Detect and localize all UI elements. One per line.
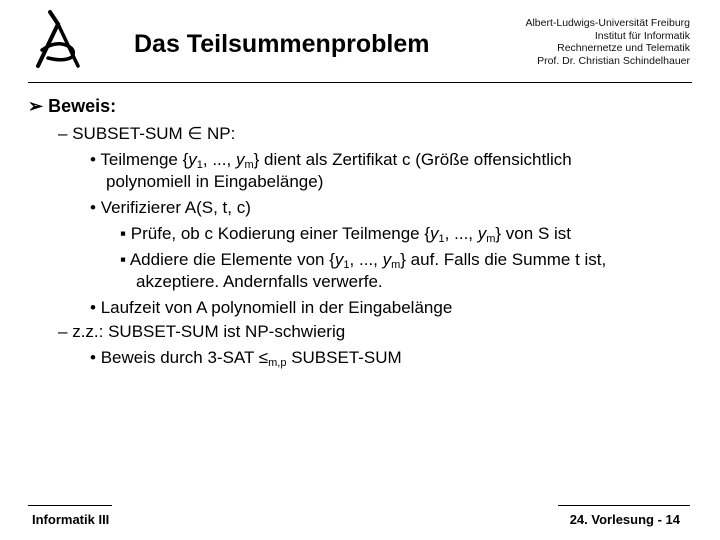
square-bullet-icon: ▪	[120, 250, 127, 269]
slide-title: Das Teilsummenproblem	[134, 30, 430, 58]
add-item-cont: akzeptiere. Andernfalls verwerfe.	[136, 272, 383, 291]
runtime-item: • Laufzeit von A polynomiell in der Eingabelänge	[90, 298, 453, 317]
add-item: ▪ Addiere die Elemente von {$y_1$, ..., $y_m$} auf. Falls die Summe t ist,	[120, 250, 607, 271]
dot-bullet-icon: •	[90, 348, 96, 367]
lecture-page-number: 24. Vorlesung - 14	[569, 512, 680, 527]
certificate-item: • Teilmenge {$y_1$, ..., $y_m$} dient als Zertifikat c (Größe offensichtlich	[90, 150, 572, 171]
dot-bullet-icon: •	[90, 298, 96, 317]
footer-divider-right	[558, 505, 690, 506]
professor-name: Prof. Dr. Christian Schindelhauer	[537, 54, 690, 67]
department-name: Rechnernetze und Telematik	[557, 42, 690, 54]
dot-bullet-icon: •	[90, 150, 96, 169]
arrow-bullet-icon: ➢	[28, 96, 44, 116]
institute-name: Institut für Informatik	[594, 29, 690, 42]
university-name: Albert-Ludwigs-Universität Freiburg	[525, 17, 690, 29]
institution-info	[490, 17, 690, 67]
university-logo	[28, 10, 86, 70]
course-name: Informatik III	[32, 512, 110, 527]
dash-bullet-icon: –	[58, 124, 68, 143]
proof-heading: ➢ Beweis:	[28, 96, 117, 116]
dot-bullet-icon: •	[90, 198, 96, 217]
check-item: ▪ Prüfe, ob c Kodierung einer Teilmenge {$y_1$, ..., $y_m$} von S ist	[120, 224, 572, 245]
footer-divider-left	[28, 505, 112, 506]
certificate-item-cont: polynomiell in Eingabelänge)	[106, 172, 324, 191]
reduction-item: • Beweis durch $3-SAT \le_{m,p}$ SUBSET-SUM	[90, 348, 402, 369]
subset-sum-np-item: – SUBSET-SUM ∈ NP:	[58, 124, 236, 143]
verifier-item: • Verifizierer A(S, t, c)	[90, 198, 251, 217]
np-hard-item: – z.z.: SUBSET-SUM ist NP-schwierig	[58, 322, 346, 341]
square-bullet-icon: ▪	[120, 224, 127, 243]
header-divider	[28, 82, 692, 83]
dash-bullet-icon: –	[58, 322, 68, 341]
